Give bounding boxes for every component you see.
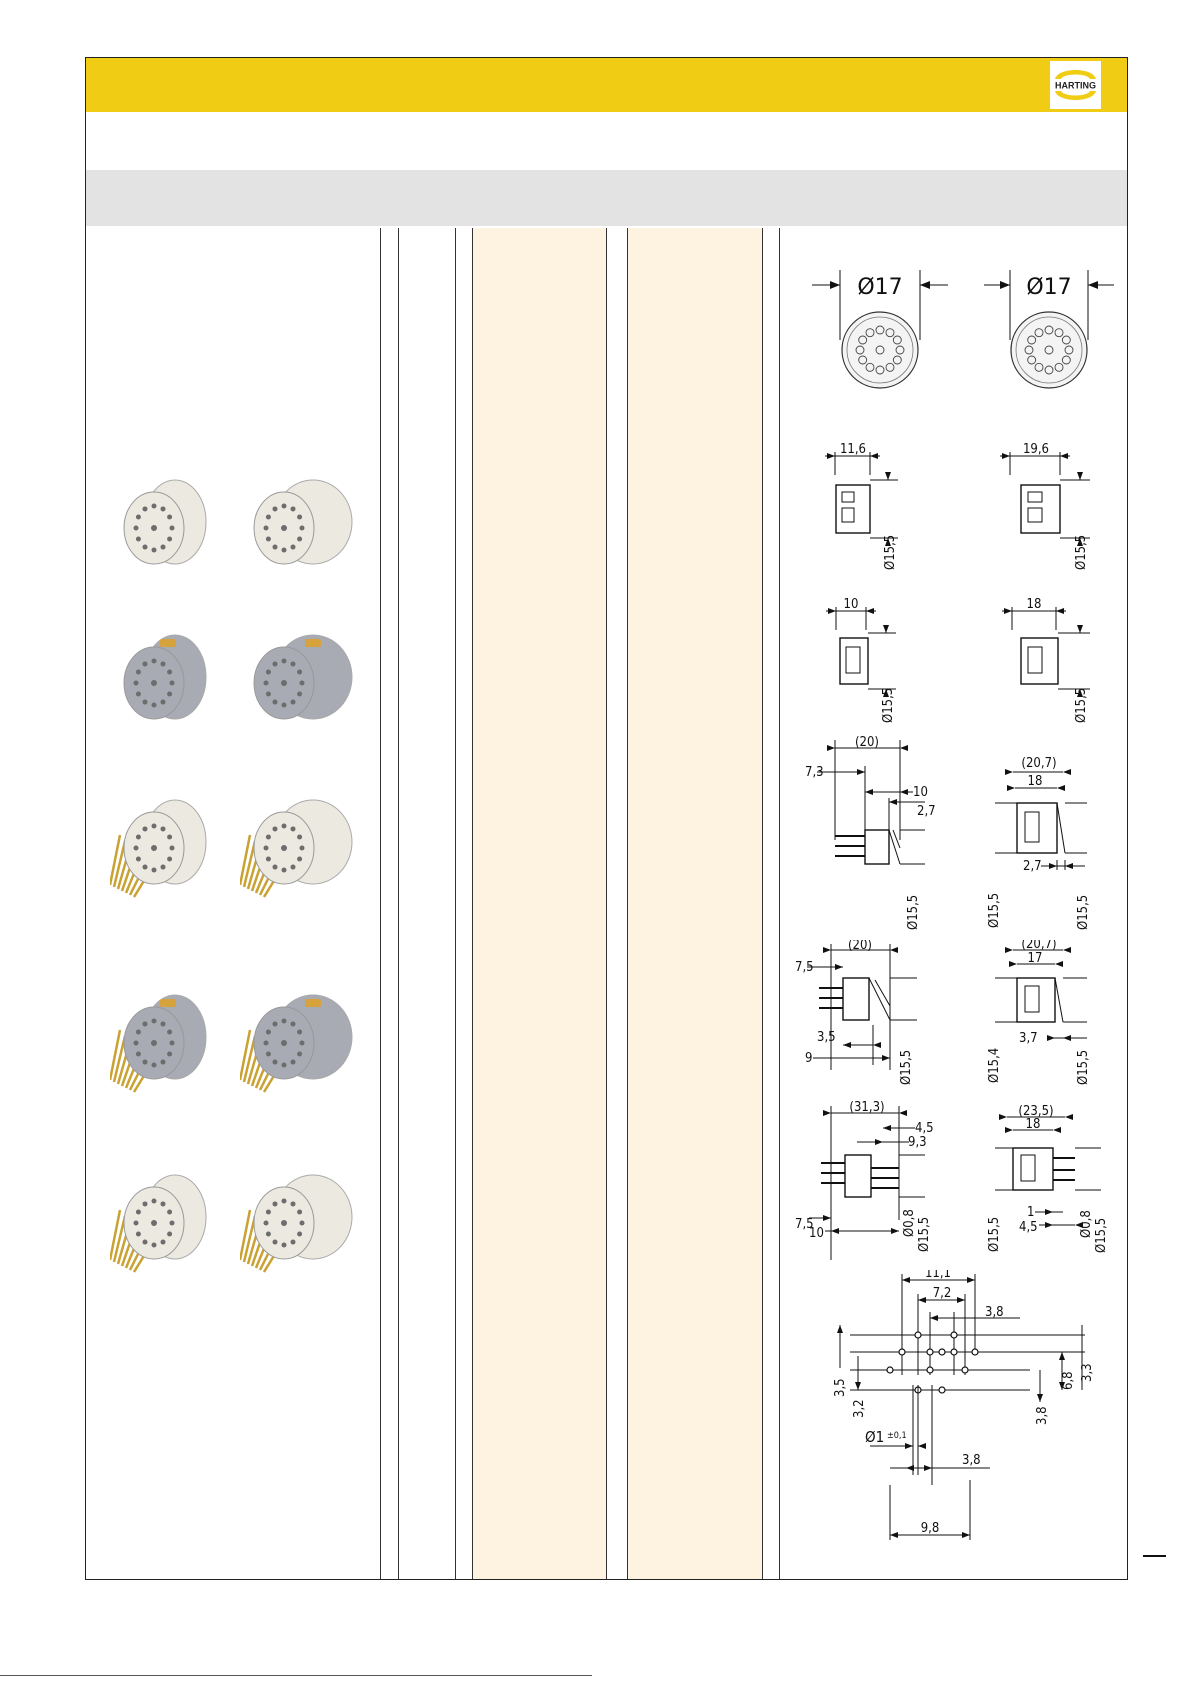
dim-row1-right-len: 19,6 [1022,442,1050,457]
row5-right [987,1104,1109,1253]
drawing-row4 [795,940,1135,1090]
dim-row4-left-c: 9 [805,1051,813,1066]
footer-rule [0,1675,592,1676]
dim-row2-right-len: 18 [1026,597,1042,612]
drawing-row2 [800,595,1130,725]
row3-right [987,756,1091,930]
dim-row2-left-dia: Ø15,5 [881,687,896,723]
product-photo-row2-long [240,625,360,739]
logo-text: HARTING [1055,80,1096,91]
dim-row4-right-a: 17 [1027,951,1043,966]
dim-row5-right-a: 18 [1025,1117,1041,1132]
product-photo-row5-long [240,1165,360,1279]
dim-row1-left-dia: Ø15,5 [883,534,898,570]
front-view-left [812,270,948,388]
dim-pcb-h3: 6,8 [1061,1371,1076,1390]
dim-pcb-h5: 3,8 [1035,1406,1050,1425]
product-photo-row2-short [110,625,230,739]
dim-row2-left-len: 10 [843,597,859,612]
dim-row1-right-dia: Ø15,5 [1074,534,1089,570]
dim-row3-left-dia: Ø15,5 [906,894,921,930]
product-photo-row4-short [110,985,230,1099]
dim-dia-front-right: Ø17 [1026,275,1072,300]
dim-row5-left-b: 9,3 [908,1135,927,1150]
drawing-row5 [795,1100,1135,1270]
product-photo-row4-long [240,985,360,1099]
dim-row4-left-a: 7,5 [795,960,814,975]
dim-pcb-h2: 3,2 [852,1399,867,1418]
dim-row5-left-dia: Ø15,5 [917,1216,932,1252]
dim-row3-left-c: 2,7 [917,804,936,819]
row1-right [1000,442,1090,570]
dim-row4-left-total: (20) [847,940,873,953]
dim-row4-right-dia2: Ø15,5 [1076,1049,1091,1085]
dim-row5-left-pin: Ø0,8 [902,1209,917,1237]
dim-row3-right-dia2: Ø15,5 [1076,894,1091,930]
dim-row5-left-a: 4,5 [915,1121,934,1136]
dim-row5-right-total: (23,5) [1018,1104,1054,1119]
row4-right [987,940,1091,1085]
row3-left [805,735,936,930]
row2-left [826,597,896,723]
dim-row4-right-total: (20,7) [1021,940,1057,952]
dim-row3-right-c: 2,7 [1023,859,1042,874]
margin-tick [1143,1555,1166,1557]
dim-row5-left-c: 7,5 [795,1217,814,1232]
row5-left [795,1100,934,1260]
row1-left [825,442,898,570]
dim-pcb-h4: 3,3 [1080,1363,1095,1382]
dim-row3-right-a: 18 [1027,774,1043,789]
product-photo-row3-long [240,790,360,904]
drawing-row3 [795,730,1135,935]
row2-right [1002,597,1090,723]
dim-row5-left-d: 10 [809,1226,824,1241]
dim-row3-left-total: (20) [854,735,880,750]
dim-row4-left-dia: Ø15,5 [899,1049,914,1085]
dim-pcb-hole-tol: ±0,1 [887,1431,907,1441]
dim-row3-right-total: (20,7) [1021,756,1057,771]
row4-left [795,940,917,1085]
dim-row1-left-len: 11,6 [839,442,867,457]
dim-row2-right-dia: Ø15,5 [1074,687,1089,723]
dim-row5-right-c: 4,5 [1019,1220,1038,1235]
dim-row3-left-b: 10 [913,785,928,800]
dim-pcb-hole: Ø1 [865,1428,885,1446]
drawing-row1 [800,440,1130,575]
dim-pcb-w2: 7,2 [932,1286,952,1301]
dim-row5-right-dia2: Ø15,5 [1094,1217,1109,1253]
dim-pcb-b2: 9,8 [920,1521,940,1536]
product-photo-row5-short [110,1165,230,1279]
drawing-front-view [800,265,1130,390]
dim-row4-right-dia1: Ø15,4 [987,1047,1002,1083]
dim-pcb-b1: 3,8 [962,1453,981,1468]
dim-row4-left-b: 3,5 [817,1030,836,1045]
dim-pcb-w1: 11,1 [924,1270,952,1281]
product-photo-row1-short [110,470,230,584]
dim-row5-right-pin: Ø0,8 [1079,1210,1094,1238]
dim-row3-right-dia1: Ø15,5 [987,892,1002,928]
product-photo-row1-long [240,470,360,584]
dim-row5-right-dia1: Ø15,5 [987,1216,1002,1252]
dim-pcb-h1: 3,5 [833,1378,848,1397]
front-view-right [984,270,1114,388]
drawing-pcb-layout [830,1270,1110,1560]
product-photo-row3-short [110,790,230,904]
dim-row3-left-a: 7,3 [805,765,824,780]
dim-dia-front-left: Ø17 [857,275,903,300]
dim-row5-right-b: 1 [1027,1205,1035,1220]
dim-row5-left-total: (31,3) [849,1100,885,1115]
dim-pcb-w3: 3,8 [985,1305,1004,1320]
dim-row4-right-c: 3,7 [1019,1031,1038,1046]
